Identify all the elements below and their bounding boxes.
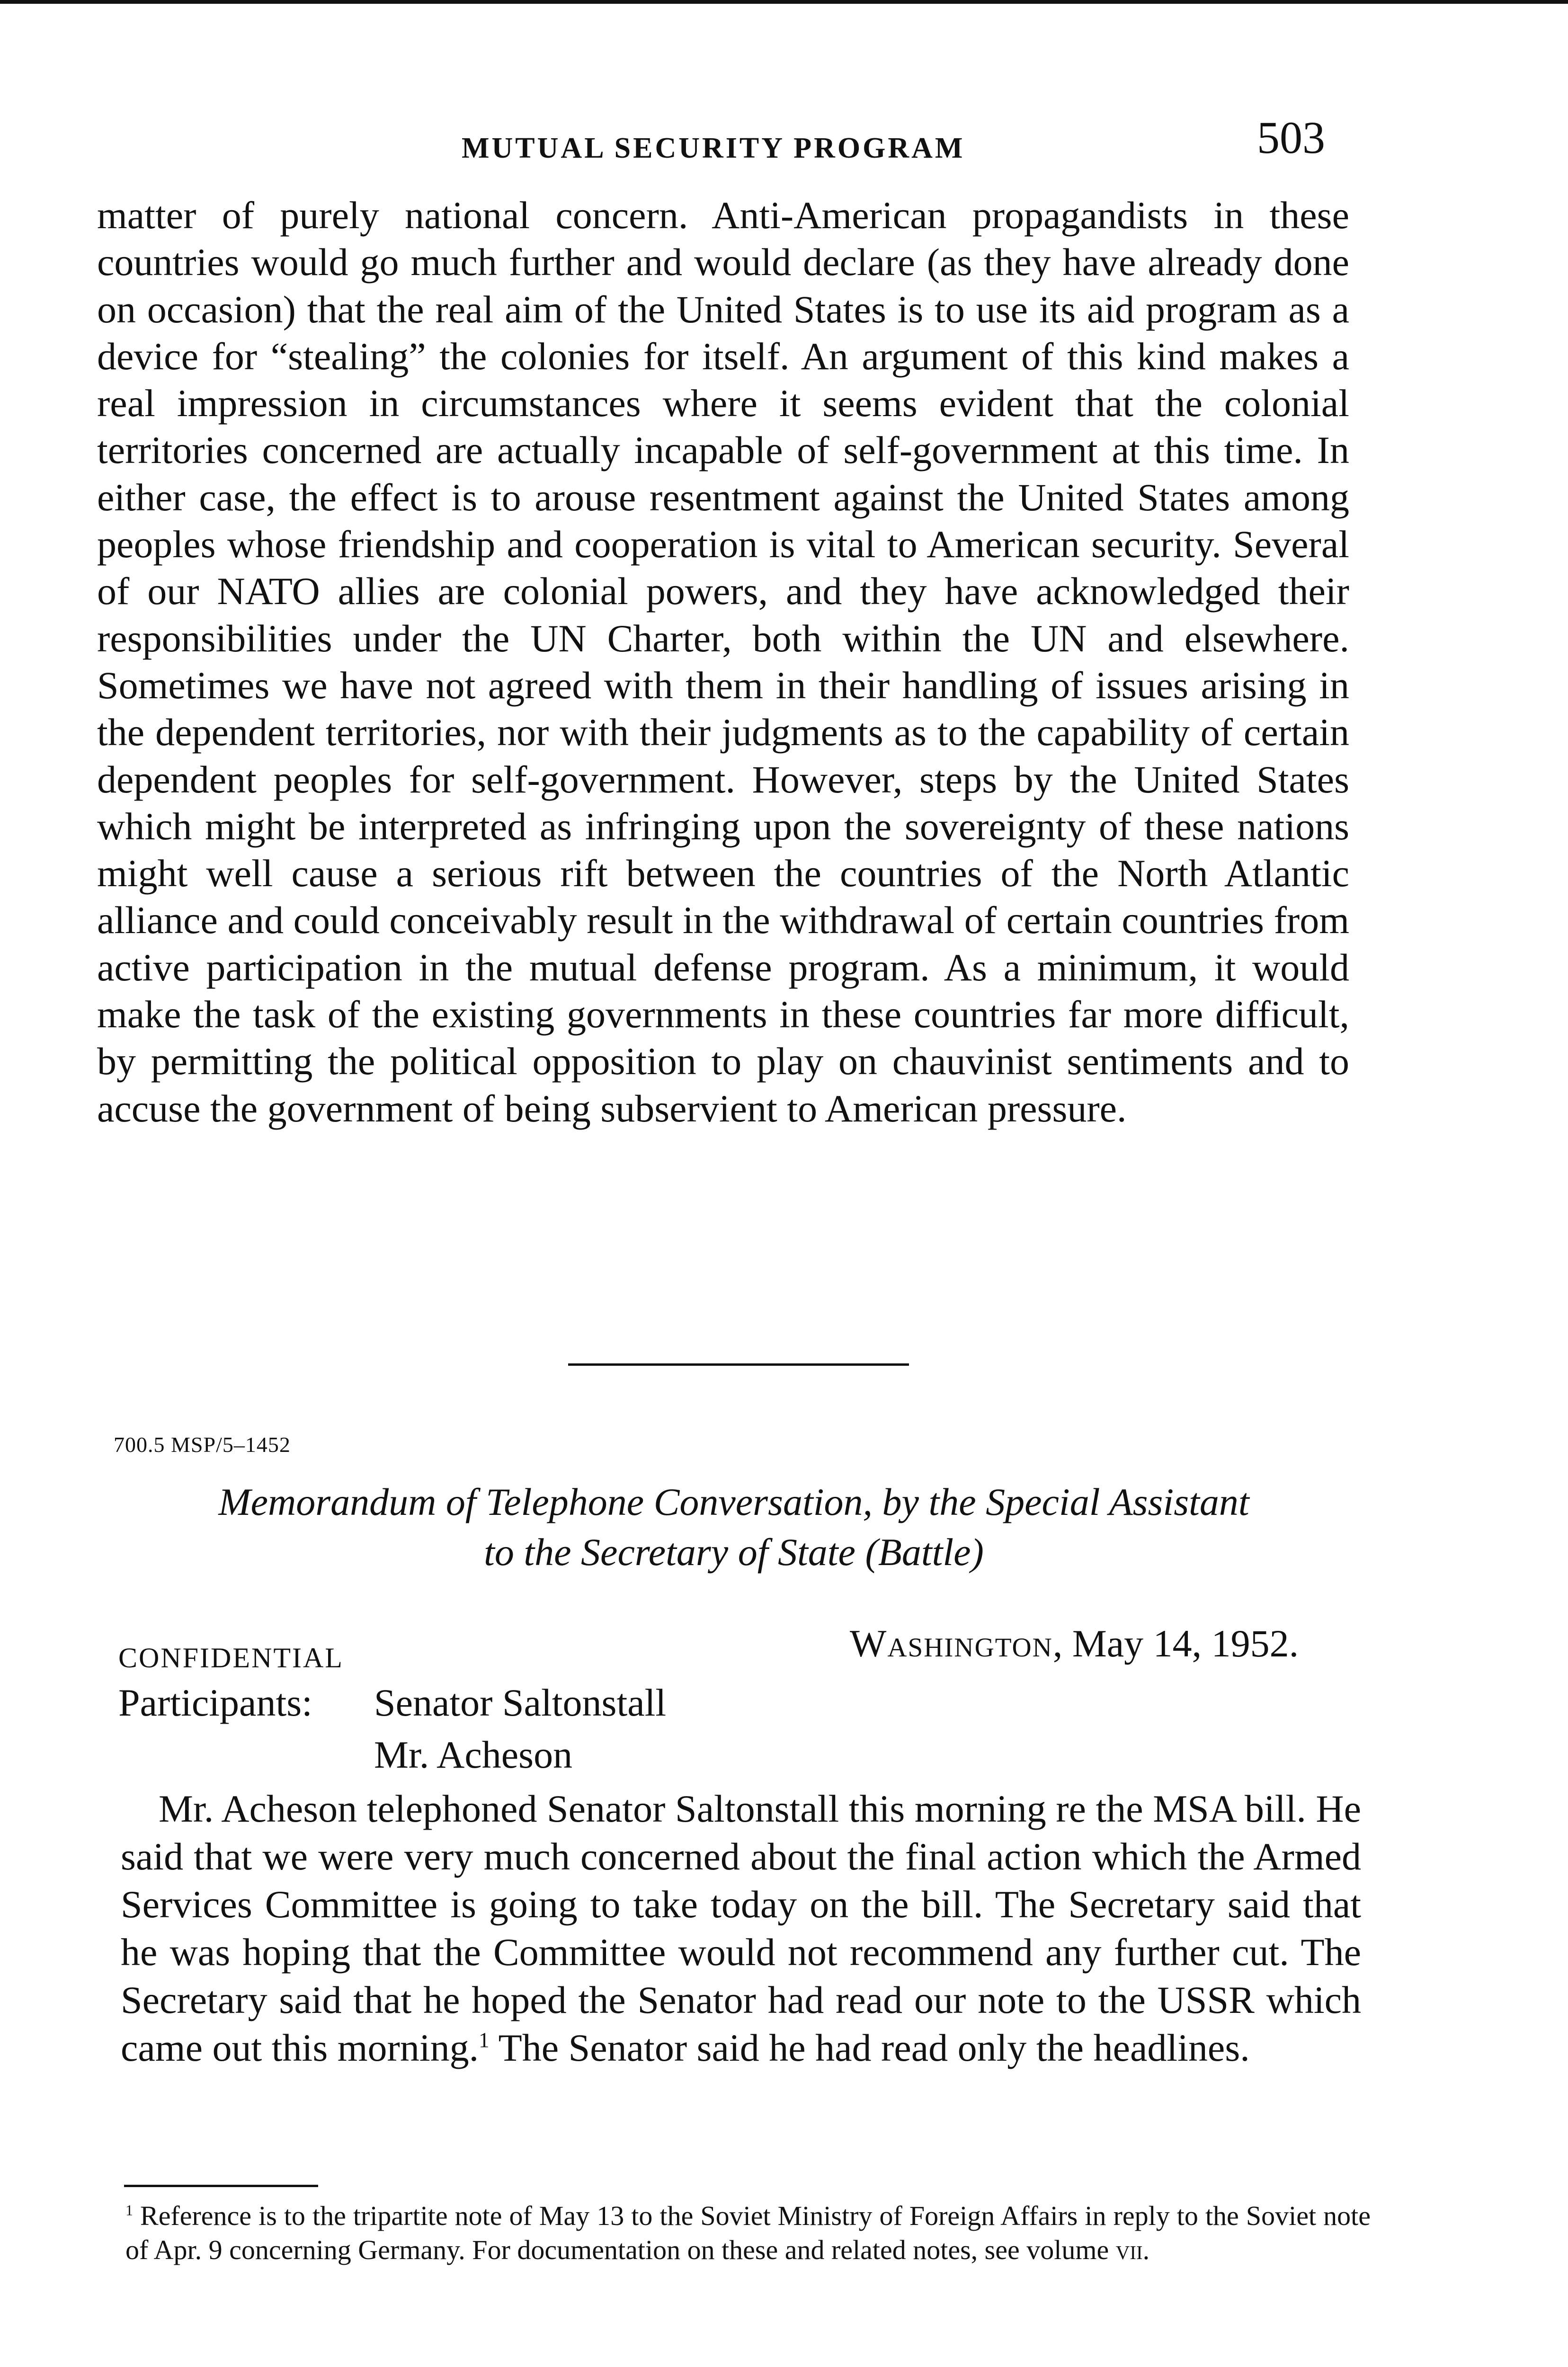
- dateline-date: , May 14, 1952.: [1052, 1622, 1299, 1665]
- document-title: [118, 1477, 1349, 1577]
- footnote-text-end: .: [1142, 2234, 1150, 2265]
- memo-text: Mr. Acheson telephoned Senator Saltonstall this morning re the MSA bill. He said that we were very much concerned about the final action which the Armed Services Committee is going to take today on the bill. The Secretary said that he was hoping that the Committee would not recommend any further cut. The Secretary said that he hoped the Senator had read our note to the USSR which came out this morning.: [121, 1787, 1361, 2069]
- footnote: [125, 2199, 1371, 2267]
- classification-label: CONFIDENTIAL: [118, 1642, 344, 1673]
- dateline-place: Washington: [850, 1622, 1053, 1665]
- footnote-marker: 1: [125, 2202, 133, 2219]
- participant-saltonstall: Senator Saltonstall: [374, 1681, 667, 1724]
- footnote-text: Reference is to the tripartite note of May 13 to the Soviet Ministry of Foreign Affairs in reply to the Soviet note of Apr. 9 concerning Germany. For documentation on these and related notes, see volume: [125, 2200, 1371, 2265]
- footnote-rule: [124, 2185, 318, 2187]
- document-title-line-2: to the Secretary of State (Battle): [484, 1531, 984, 1574]
- file-reference: 700.5 MSP/5–1452: [114, 1433, 291, 1457]
- memo-paragraph: [121, 1785, 1361, 2072]
- top-border-rule: [0, 0, 1568, 4]
- continued-paragraph: matter of purely national concern. Anti-American propagandists in these countries would go much further and would declare (as they have already done on occasion) that the real aim of the United States is to use its aid program as a device for “stealing” the colonies for itself. An argument of this kind makes a real impression in circumstances where it seems evident that the colonial territories concerned are actually incapable of self-government at this time. In either case, the effect is to arouse resentment against the United States among peoples whose friendship and cooperation is vital to American security. Several of our NATO allies are colonial powers, and they have acknowledged their responsibilities under the UN Charter, both within the UN and elsewhere. Sometimes we have not agreed with them in their handling of issues arising in the dependent territories, nor with their judgments as to the capability of certain dependent peoples for self-government. However, steps by the United States which might be interpreted as infringing upon the sovereignty of these nations might well cause a serious rift between the countries of the North Atlantic alliance and could conceivably result in the withdrawal of certain countries from active participation in the mutual defense program. As a minimum, it would make the task of the existing governments in these countries far more difficult, by permitting the political opposition to play on chauvinist sentiments and to accuse the government of being subservient to American pressure.: [97, 194, 1349, 1130]
- running-head: MUTUAL SECURITY PROGRAM: [462, 132, 965, 164]
- memo-text-end: The Senator said he had read only the headlines.: [489, 2026, 1250, 2069]
- footnote-volume: vii: [1115, 2234, 1143, 2265]
- participants-label: Participants:: [118, 1681, 312, 1724]
- dateline: [850, 1621, 1299, 1666]
- page-number: 503: [1257, 112, 1325, 163]
- participant-acheson: Mr. Acheson: [374, 1733, 573, 1776]
- document-title-line-1: Memorandum of Telephone Conversation, by the Special Assistant: [218, 1480, 1249, 1523]
- section-separator-rule: [568, 1363, 909, 1366]
- footnote-reference: 1: [479, 2028, 490, 2052]
